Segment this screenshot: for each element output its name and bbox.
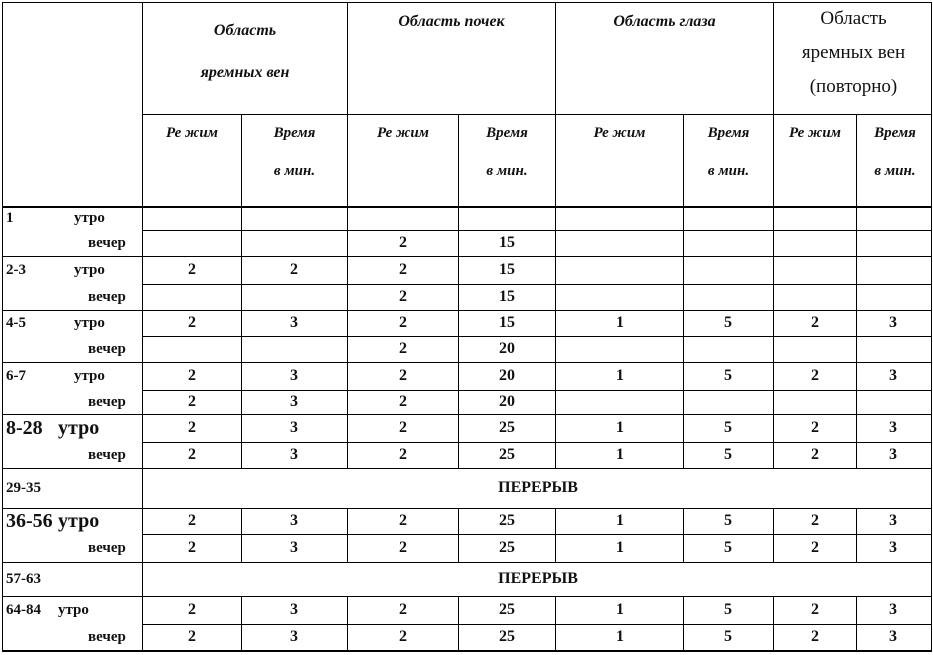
header-region-jugular-repeat-line1: Область [820, 8, 887, 29]
table-cell-value: 1 [616, 601, 624, 618]
table-cell-value: 2 [811, 601, 819, 618]
grid-line-horizontal [2, 562, 932, 563]
grid-line-horizontal [143, 114, 932, 115]
grid-line-vertical [773, 508, 774, 562]
subheader-time-2-line2: в мин. [486, 163, 528, 179]
subheader-time-3-line2: в мин. [707, 163, 750, 179]
table-cell-value: 2 [188, 628, 196, 645]
table-cell-value: 1 [616, 314, 624, 331]
row-day-label: 36-56 [6, 510, 53, 532]
table-cell-value: 2 [399, 419, 407, 436]
table-cell-value: 3 [290, 539, 298, 556]
table-cell-value: 2 [399, 340, 407, 357]
table-cell-value: 25 [499, 446, 515, 463]
subheader-mode-3: Ре жим [593, 125, 646, 141]
header-region-jugular-repeat-line2: яремных вен [801, 42, 906, 63]
table-cell-value: 2 [399, 601, 407, 618]
table-cell-value: 2 [399, 446, 407, 463]
row-day-label: 57-63 [6, 571, 41, 587]
table-cell-value: 15 [499, 261, 515, 278]
row-period-label: вечер [88, 447, 126, 463]
row-day-label: 64-84 [6, 602, 41, 618]
grid-line-vertical [555, 2, 556, 468]
table-cell-value: 2 [188, 601, 196, 618]
grid-line-vertical [458, 508, 459, 562]
table-cell-value: 1 [616, 512, 624, 529]
table-cell-value: 1 [616, 367, 624, 384]
table-cell-value: 3 [889, 512, 897, 529]
row-period-label: утро [58, 602, 89, 618]
table-cell-value: 5 [724, 314, 732, 331]
table-cell-value: 2 [399, 314, 407, 331]
grid-line-vertical [2, 2, 3, 652]
table-cell-value: 2 [290, 261, 298, 278]
header-region-jugular [143, 10, 347, 94]
table-cell-value: 2 [399, 288, 407, 305]
subheader-time-1 [242, 114, 347, 190]
table-cell-value: 2 [811, 367, 819, 384]
table-cell-value: 1 [616, 419, 624, 436]
grid-line-horizontal [2, 310, 932, 311]
table-cell-value: 20 [499, 340, 515, 357]
table-cell-value: 20 [499, 367, 515, 384]
table-cell-value: 3 [290, 446, 298, 463]
row-period-label: утро [74, 262, 105, 278]
grid-line-horizontal [2, 362, 932, 363]
table-cell-value: 2 [399, 234, 407, 251]
table-cell-value: 5 [724, 539, 732, 556]
table-cell-value: 1 [616, 628, 624, 645]
table-cell-value: 3 [290, 601, 298, 618]
subheader-time-1-line2: в мин. [273, 163, 316, 179]
table-cell-value: 2 [188, 393, 196, 410]
pause-label: ПЕРЕРЫВ [498, 479, 578, 496]
grid-line-vertical [773, 2, 774, 468]
table-cell-value: 2 [811, 446, 819, 463]
header-region-jugular-repeat-line3: (повторно) [809, 76, 898, 97]
table-cell-value: 3 [889, 419, 897, 436]
row-period-label: утро [58, 510, 100, 532]
row-period-label: утро [74, 368, 105, 384]
table-cell-value: 2 [399, 539, 407, 556]
row-period-label: вечер [88, 235, 126, 251]
table-cell-value: 5 [724, 446, 732, 463]
table-cell-value: 2 [188, 446, 196, 463]
grid-line-vertical [347, 508, 348, 562]
grid-line-vertical [347, 2, 348, 468]
grid-line-vertical [241, 508, 242, 562]
table-cell-value: 3 [290, 512, 298, 529]
grid-line-horizontal [142, 390, 932, 391]
table-cell-value: 3 [889, 367, 897, 384]
subheader-time-4-line1: Время [874, 125, 916, 141]
grid-line-vertical [856, 508, 857, 562]
grid-line-horizontal [2, 414, 932, 415]
subheader-time-1-line1: Время [273, 125, 316, 141]
table-cell-value: 15 [499, 288, 515, 305]
row-period-label: вечер [88, 289, 126, 305]
table-cell-value: 25 [499, 419, 515, 436]
table-cell-value: 3 [889, 446, 897, 463]
subheader-mode-4: Ре жим [789, 125, 841, 141]
table-cell-value: 2 [811, 539, 819, 556]
row-period-label: утро [58, 417, 100, 439]
grid-line-vertical [931, 2, 932, 652]
row-period-label: вечер [88, 341, 126, 357]
table-cell-value: 2 [811, 314, 819, 331]
subheader-time-2 [459, 114, 555, 190]
header-region-kidneys: Область почек [398, 13, 505, 30]
subheader-mode-2: Ре жим [377, 125, 429, 141]
table-cell-value: 2 [188, 512, 196, 529]
table-cell-value: 2 [188, 314, 196, 331]
table-cell-value: 15 [499, 234, 515, 251]
header-region-jugular-repeat [774, 2, 933, 104]
table-cell-value: 2 [399, 261, 407, 278]
table-cell-value: 5 [724, 512, 732, 529]
table-cell-value: 3 [889, 314, 897, 331]
grid-line-horizontal [142, 534, 932, 535]
grid-line-vertical [142, 2, 143, 652]
subheader-time-3-line1: Время [707, 125, 750, 141]
table-cell-value: 3 [290, 367, 298, 384]
table-cell-value: 3 [889, 601, 897, 618]
table-cell-value: 3 [290, 393, 298, 410]
row-day-label: 29-35 [6, 480, 41, 496]
grid-line-horizontal [2, 256, 932, 257]
table-cell-value: 3 [290, 419, 298, 436]
table-cell-value: 2 [811, 628, 819, 645]
grid-line-horizontal [142, 230, 932, 231]
row-period-label: утро [74, 315, 105, 331]
table-cell-value: 2 [811, 419, 819, 436]
subheader-time-3 [684, 114, 773, 190]
table-cell-value: 3 [889, 628, 897, 645]
row-period-label: вечер [88, 629, 126, 645]
table-cell-value: 2 [399, 628, 407, 645]
table-cell-value: 2 [399, 367, 407, 384]
row-day-label: 4-5 [6, 315, 26, 331]
pause-label: ПЕРЕРЫВ [498, 570, 578, 587]
grid-line-vertical [555, 508, 556, 562]
header-region-jugular-line2: яремных вен [200, 64, 290, 81]
table-cell-value: 1 [616, 539, 624, 556]
grid-line-horizontal [2, 596, 932, 597]
table-cell-value: 2 [188, 419, 196, 436]
subheader-time-4-line2: в мин. [874, 163, 916, 179]
table-cell-value: 2 [811, 512, 819, 529]
grid-line-horizontal [142, 442, 932, 443]
row-period-label: вечер [88, 540, 126, 556]
grid-line-horizontal [142, 284, 932, 285]
subheader-mode-1: Ре жим [166, 125, 218, 141]
header-region-jugular-line1: Область [213, 22, 277, 39]
table-cell-value: 2 [188, 367, 196, 384]
table-cell-value: 25 [499, 539, 515, 556]
row-day-label: 8-28 [6, 417, 43, 439]
table-cell-value: 5 [724, 628, 732, 645]
table-cell-value: 15 [499, 314, 515, 331]
grid-line-horizontal [142, 336, 932, 337]
table-cell-value: 2 [399, 393, 407, 410]
row-period-label: утро [74, 210, 105, 226]
table-cell-value: 3 [889, 539, 897, 556]
table-cell-value: 2 [188, 539, 196, 556]
table-cell-value: 2 [188, 261, 196, 278]
table-cell-value: 25 [499, 512, 515, 529]
table-cell-value: 3 [290, 628, 298, 645]
row-day-label: 6-7 [6, 368, 26, 384]
table-cell-value: 3 [290, 314, 298, 331]
table-cell-value: 1 [616, 446, 624, 463]
subheader-time-2-line1: Время [486, 125, 528, 141]
grid-line-vertical [683, 508, 684, 562]
table-cell-value: 2 [399, 512, 407, 529]
row-day-label: 2-3 [6, 262, 26, 278]
subheader-time-4 [857, 114, 933, 190]
grid-line-horizontal [142, 624, 932, 625]
row-period-label: вечер [88, 394, 126, 410]
table-cell-value: 25 [499, 628, 515, 645]
table-cell-value: 5 [724, 367, 732, 384]
table-cell-value: 5 [724, 419, 732, 436]
header-region-eye: Область глаза [613, 13, 716, 30]
row-day-label: 1 [6, 210, 14, 226]
grid-line-horizontal [2, 468, 932, 469]
table-cell-value: 5 [724, 601, 732, 618]
grid-line-horizontal [2, 508, 932, 509]
table-cell-value: 25 [499, 601, 515, 618]
table-cell-value: 20 [499, 393, 515, 410]
